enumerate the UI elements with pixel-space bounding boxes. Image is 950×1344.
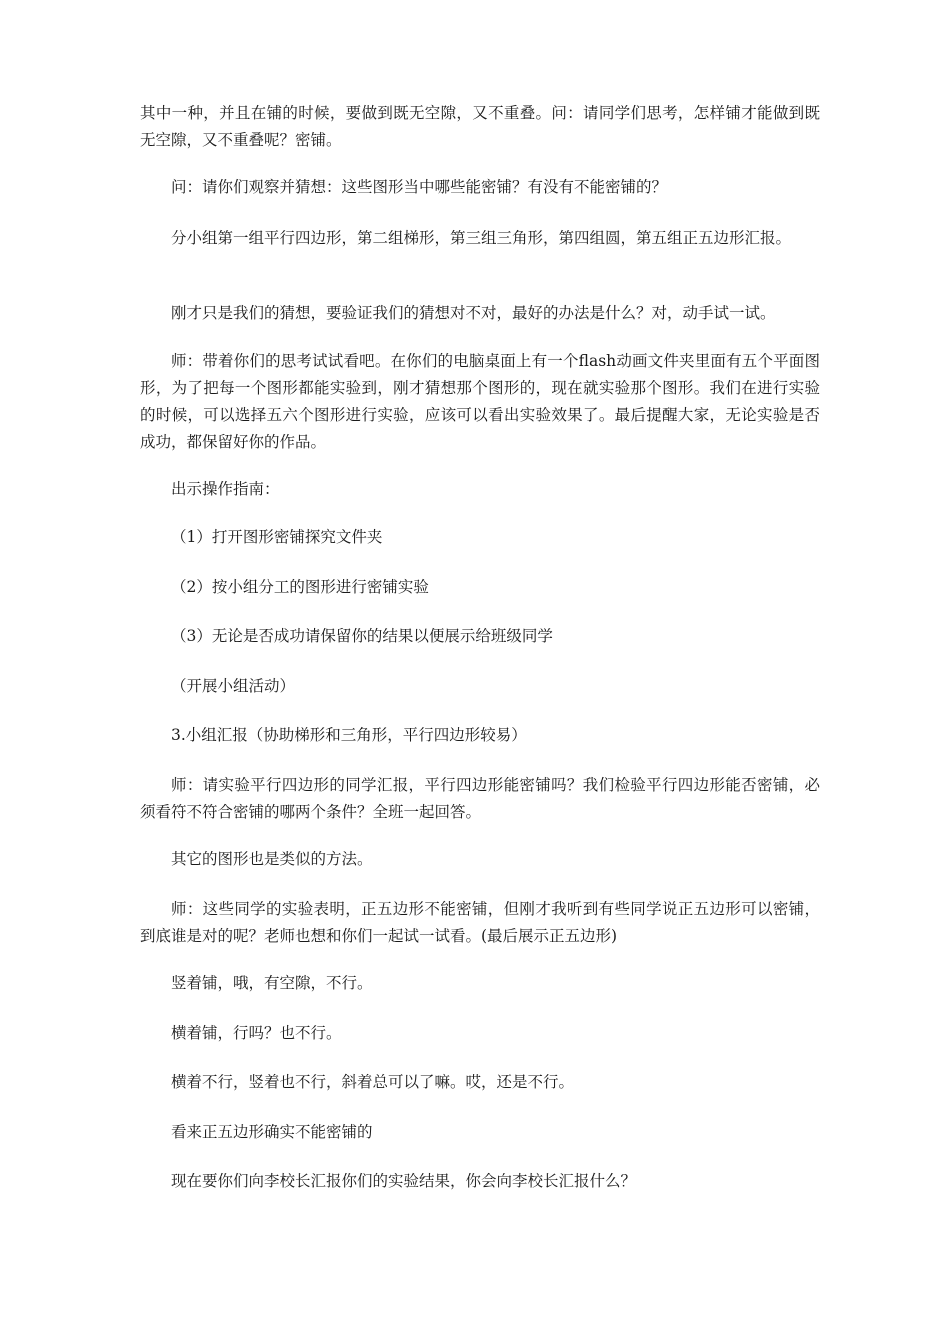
paragraph-guide-heading: 出示操作指南： <box>171 480 280 498</box>
paragraph-section-3: 3.小组汇报（协助梯形和三角形，平行四边形较易） <box>171 726 527 744</box>
paragraph-intro: 其中一种，并且在铺的时候，要做到既无空隙，又不重叠。问：请同学们思考，怎样铺才能做到既无空隙，又不重叠呢？密铺。 <box>140 104 820 149</box>
paragraph-similar-method: 其它的图形也是类似的方法。 <box>171 850 373 868</box>
paragraph-conclusion: 看来正五边形确实不能密铺的 <box>171 1123 373 1141</box>
paragraph-question-observe: 问：请你们观察并猜想：这些图形当中哪些能密铺？有没有不能密铺的？ <box>171 178 668 196</box>
paragraph-teacher-instructions: 师：带着你们的思考试试看吧。在你们的电脑桌面上有一个flash动画文件夹里面有五个平面图形，为了把每一个图形都能实验到，刚才猜想那个图形的，现在就实验那个图形。我们在进行实验的时候，可以选择五六个图形进行实验，应该可以看出实验效果了。最后提醒大家，无论实验是否成功，都保留好你的作品。 <box>140 352 820 451</box>
paragraph-step-2: （2）按小组分工的图形进行密铺实验 <box>171 578 429 596</box>
paragraph-step-1: （1）打开图形密铺探究文件夹 <box>171 528 383 546</box>
paragraph-horizontal-try: 横着铺，行吗？也不行。 <box>171 1024 342 1042</box>
paragraph-step-3: （3）无论是否成功请保留你的结果以便展示给班级同学 <box>171 627 553 645</box>
paragraph-verify: 刚才只是我们的猜想，要验证我们的猜想对不对，最好的办法是什么？对，动手试一试。 <box>171 304 776 322</box>
paragraph-pentagon-discussion: 师：这些同学的实验表明，正五边形不能密铺，但刚才我听到有些同学说正五边形可以密铺，到底谁是对的呢？老师也想和你们一起试一试看。(最后展示正五边形) <box>140 900 820 945</box>
paragraph-group-activity: （开展小组活动） <box>171 677 296 695</box>
paragraph-report-to-principal: 现在要你们向李校长汇报你们的实验结果，你会向李校长汇报什么？ <box>171 1172 637 1190</box>
paragraph-group-report: 分小组第一组平行四边形，第二组梯形，第三组三角形，第四组圆，第五组正五边形汇报。 <box>171 229 792 247</box>
paragraph-diagonal-try: 横着不行，竖着也不行，斜着总可以了嘛。哎，还是不行。 <box>171 1073 575 1091</box>
paragraph-vertical-try: 竖着铺，哦，有空隙，不行。 <box>171 974 373 992</box>
paragraph-parallelogram-report: 师：请实验平行四边形的同学汇报，平行四边形能密铺吗？我们检验平行四边形能否密铺，必须看符不符合密铺的哪两个条件？全班一起回答。 <box>140 776 820 821</box>
